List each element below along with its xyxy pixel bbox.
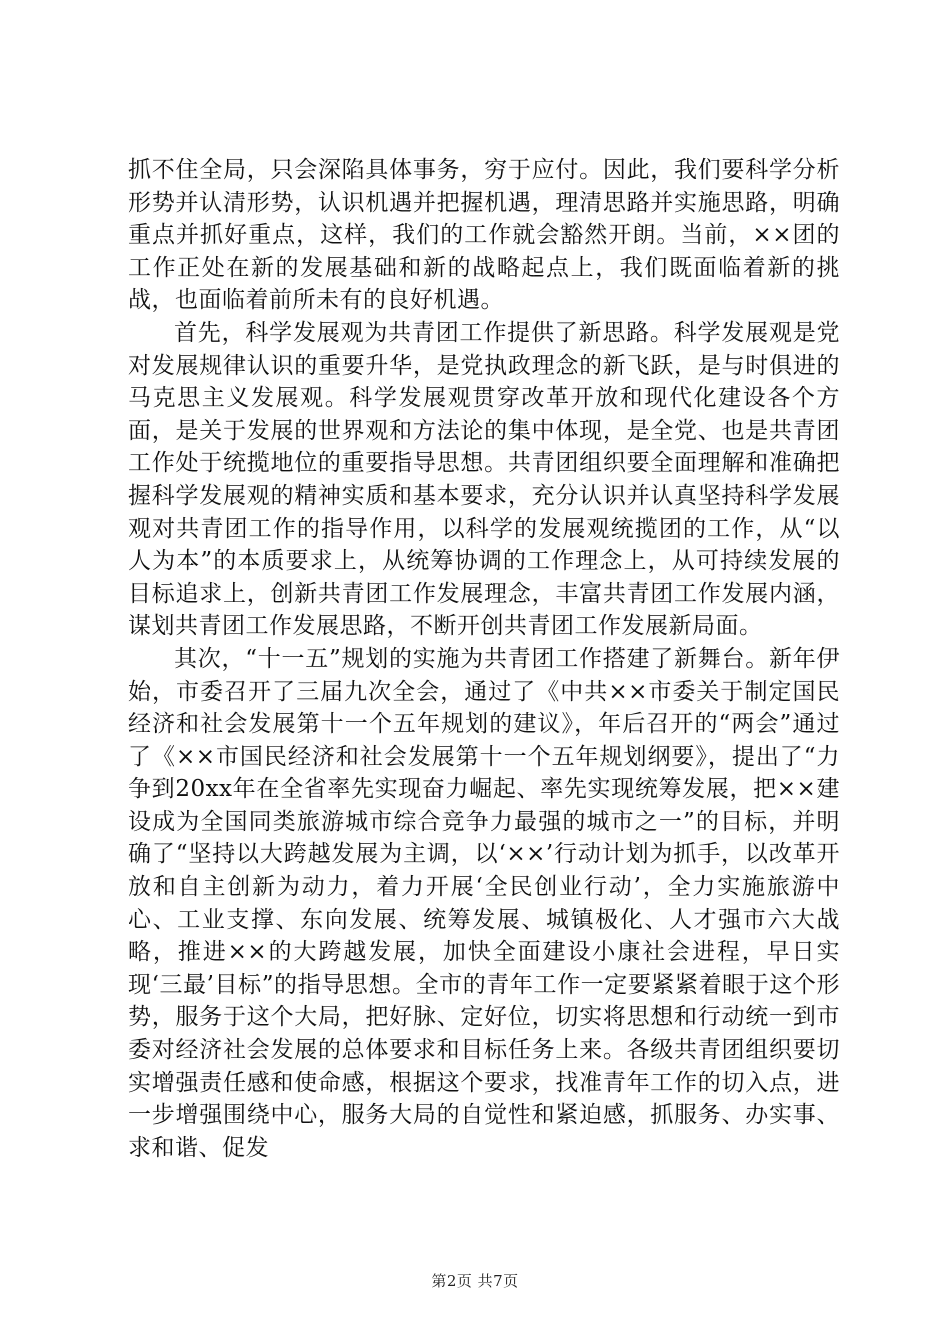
paragraph-continued: 抓不住全局，只会深陷具体事务，穷于应付。因此，我们要科学分析形势并认清形势，认识机遇并把握机遇，理清思路并实施思路，明确重点并抓好重点，这样，我们的工作就会豁然开朗。当前，××团的工作正处在新的发展基础和新的战略起点上，我们既面临着新的挑战，也面临着前所未有的良好机遇。 [128, 157, 840, 314]
paragraph-scientific-development: 首先，科学发展观为共青团工作提供了新思路。科学发展观是党对发展规律认识的重要升华，是党执政理念的新飞跃，是与时俱进的马克思主义发展观。科学发展观贯穿改革开放和现代化建设各个方面，是关于发展的世界观和方法论的集中体现，是全党、也是共青团工作处于统揽地位的重要指导思想。共青团组织要全面理解和准确把握科学发展观的精神实质和基本要求，充分认识并认真坚持科学发展观对共青团工作的指导作用，以科学的发展观统揽团的工作，从“以人为本”的本质要求上，从统筹协调的工作理念上，从可持续发展的目标追求上，创新共青团工作发展理念，丰富共青团工作发展内涵，谋划共青团工作发展思路，不断开创共青团工作发展新局面。 [128, 319, 840, 640]
document-body [128, 154, 840, 1164]
page-number-footer: 第2页 共7页 [431, 1272, 519, 1290]
paragraph-five-year-plan: 其次，“十一五”规划的实施为共青团工作搭建了新舞台。新年伊始，市委召开了三届九次全会，通过了《中共××市委关于制定国民经济和社会发展第十一个五年规划的建议》，年后召开的“两会”通过了《××市国民经济和社会发展第十一个五年规划纲要》，提出了“力争到20xx年在全省率先实现奋力崛起、率先实现统筹发展，把××建设成为全国同类旅游城市综合竞争力最强的城市之一”的目标，并明确了“坚持以大跨越发展为主调，以‘××’行动计划为抓手，以改革开放和自主创新为动力，着力开展‘全民创业行动’，全力实施旅游中心、工业支撑、东向发展、统筹发展、城镇极化、人才强市六大战略，推进××的大跨越发展，加快全面建设小康社会进程，早日实现‘三最’目标”的指导思想。全市的青年工作一定要紧紧着眼于这个形势，服务于这个大局，把好脉、定好位，切实将思想和行动统一到市委对经济社会发展的总体要求和目标任务上来。各级共青团组织要切实增强责任感和使命感，根据这个要求，找准青年工作的切入点，进一步增强围绕中心，服务大局的自觉性和紧迫感，抓服务、办实事、求和谐、促发 [128, 645, 840, 1161]
